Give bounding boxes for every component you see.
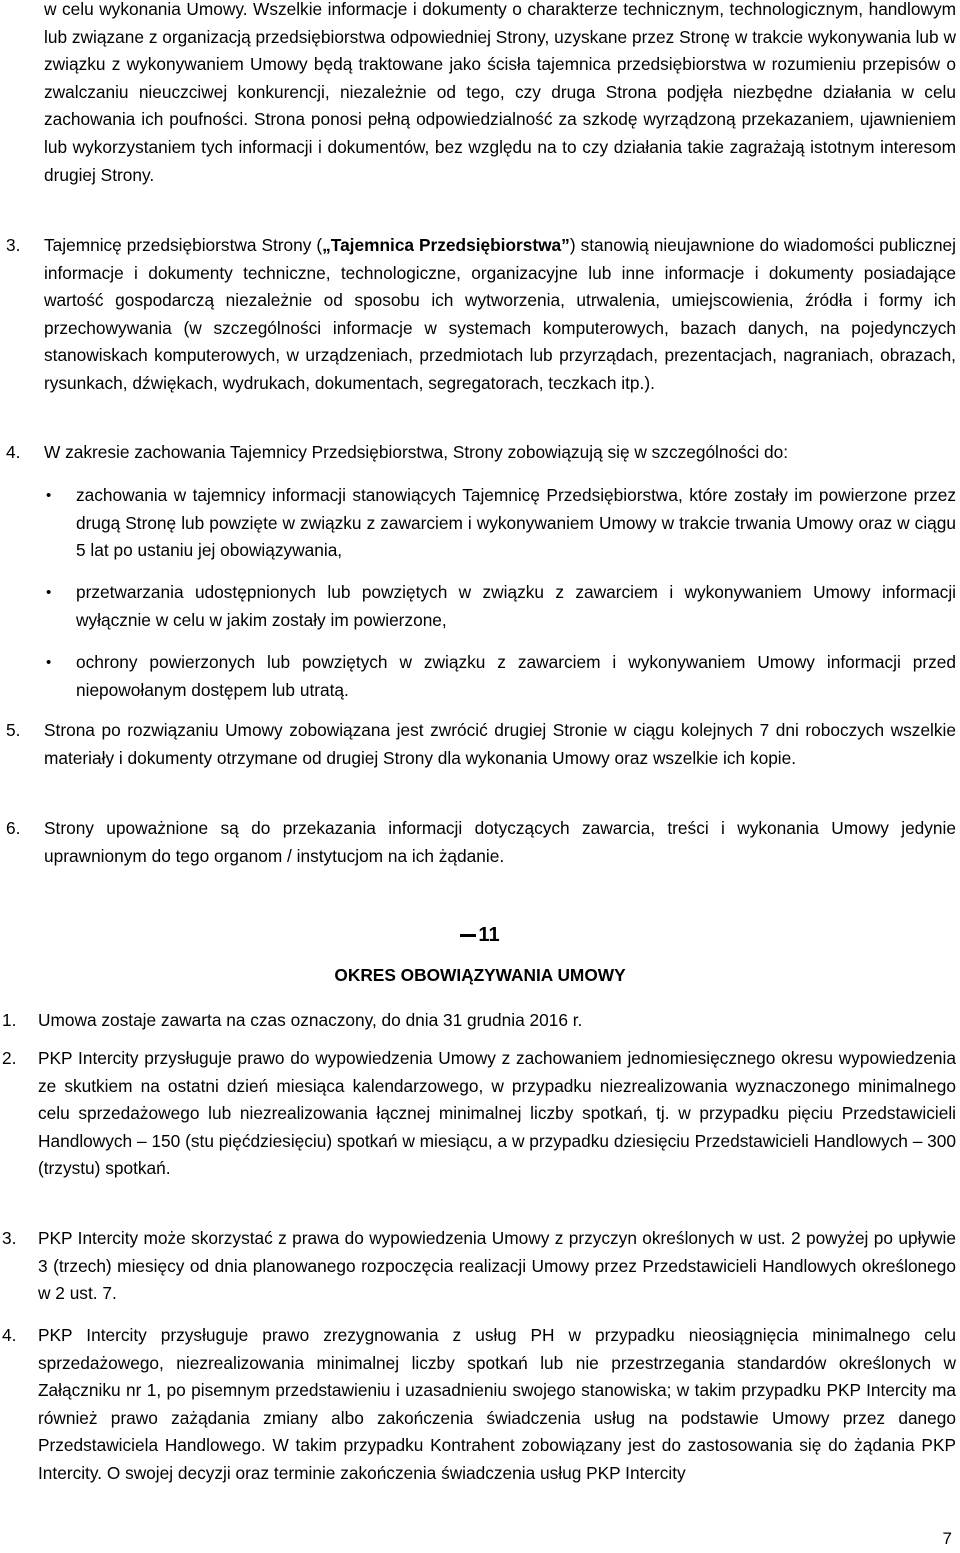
section-item-1 [0, 1007, 960, 1035]
item-number: 3. [6, 235, 21, 255]
item-number: 4. [6, 442, 21, 462]
item-text: Strony upoważnione są do przekazania informacji dotyczących zawarcia, treści i wykonania Umowy jedynie uprawnionym do tego organom / instytucjom na ich żądanie. [44, 818, 956, 866]
item-text: PKP Intercity może skorzystać z prawa do wypowiedzenia Umowy z przyczyn określonych w ust. 2 powyżej po upływie 3 (trzech) miesięcy od dnia planowanego rozpoczęcia realizacji Umowy przez Przedstawicieli Handlowych określonego w 2 ust. 7. [38, 1228, 956, 1304]
item-text: PKP Intercity przysługuje prawo zrezygnowania z usług PH w przypadku nieosiągnięcia minimalnego celu sprzedażowego, niezrealizowania minimalnej liczby spotkań lub nie przestrzegania standardów określonych w Załączniku nr 1, po pisemnym przedstawieniu i uzasadnieniu swojego stanowiska; w takim przypadku PKP Intercity ma również prawo zażądania zmiany albo zakończenia świadczenia usług na podstawie Umowy przez danego Przedstawiciela Handlowego. W takim przypadku Kontrahent zobowiązany jest do zastosowania się do żądania PKP Intercity. O swojej decyzji oraz terminie zakończenia świadczenia usług PKP Intercity [38, 1325, 956, 1483]
section-item-4 [0, 1322, 960, 1488]
list-item-3 [0, 232, 960, 398]
bullet-icon: • [46, 487, 52, 504]
list-item: • przetwarzania udostępnionych lub powziętych w związku z zawarciem i wykonywaniem Umowy informacji wyłącznie w celu w jakim zostały im powierzone, [0, 579, 956, 634]
item-number: 3. [2, 1228, 17, 1248]
bullet-icon: • [46, 654, 52, 671]
defined-term: „Tajemnica Przedsiębiorstwa” [322, 235, 570, 255]
item-text: Tajemnicę przedsiębiorstwa Strony („Tajemnica Przedsiębiorstwa”) stanowią nieujawnione do wiadomości publicznej informacje i dokumenty techniczne, technologiczne, organizacyjne lub inne informacje i dokumenty posiadające wartość gospodarczą niezależnie od sposobu ich wytworzenia, utrwalenia, umiejscowienia, źródła i formy ich przechowywania (w szczególności informacje w systemach komputerowych, bazach danych, na pojedynczych stanowiskach komputerowych, w urządzeniach, przedmiotach lub przyrządach, prezentacjach, nagraniach, obrazach, rysunkach, dźwiękach, wydrukach, dokumentach, segregatorach, teczkach itp.). [44, 235, 956, 393]
page-number: 7 [942, 1529, 952, 1548]
section-item-3 [0, 1225, 960, 1308]
item-number: 4. [2, 1325, 17, 1345]
item-text: Strona po rozwiązaniu Umowy zobowiązana jest zwrócić drugiej Stronie w ciągu kolejnych 7 dni roboczych wszelkie materiały i dokumenty otrzymane od drugiej Strony dla wykonania Umowy oraz wszelkie ich kopie. [44, 720, 956, 768]
section-number: 11 [0, 922, 960, 950]
item-text: PKP Intercity przysługuje prawo do wypowiedzenia Umowy z zachowaniem jednomiesięcznego okresu wypowiedzenia ze skutkiem na ostatni dzień miesiąca kalendarzowego, w przypadku niezrealizowania wyznaczonego minimalnego celu sprzedażowego lub niezrealizowania łącznej minimalnej liczby spotkań, tj. w przypadku pięciu Przedstawicieli Handlowych – 150 (stu pięćdziesięciu) spotkań w miesiącu, a w przypadku dziesięciu Przedstawicieli Handlowych – 300 (trzystu) spotkań. [38, 1048, 956, 1179]
item-text: W zakresie zachowania Tajemnicy Przedsiębiorstwa, Strony zobowiązują się w szczególności do: [44, 442, 789, 462]
list-item-4 [0, 439, 960, 467]
item-text: Umowa zostaje zawarta na czas oznaczony, do dnia 31 grudnia 2016 r. [38, 1010, 583, 1030]
section-title: OKRES OBOWIĄZYWANIA UMOWY [334, 965, 626, 985]
intro-paragraph: w celu wykonania Umowy. Wszelkie informacje i dokumenty o charakterze technicznym, technologicznym, handlowym lub związane z organizacją przedsiębiorstwa odpowiedniej Strony, uzyskane przez Stronę w trakcie wykonywania lub w związku z wykonywaniem Umowy będą traktowane jako ścisła tajemnica przedsiębiorstwa w rozumieniu przepisów o zwalczaniu nieuczciwej konkurencji, niezależnie od tego, czy druga Strona podjęła niezbędne działania w celu zachowania ich poufności. Strona ponosi pełną odpowiedzialność za szkodę wyrządzoną przekazaniem, ujawnieniem lub wykorzystaniem tych informacji i dokumentów, bez względu na to czy działania takie zagrażają istotnym interesom drugiej Strony. [44, 0, 956, 185]
item-number: 5. [6, 720, 21, 740]
section-sign-icon [460, 934, 476, 937]
list-item-6 [0, 815, 960, 870]
list-item: • zachowania w tajemnicy informacji stanowiących Tajemnicę Przedsiębiorstwa, które zostały im powierzone przez drugą Stronę lub powzięte w związku z zawarciem i wykonywaniem Umowy w trakcie trwania Umowy oraz w ciągu 5 lat po ustaniu jej obowiązywania, [0, 482, 956, 565]
list-item: • ochrony powierzonych lub powziętych w związku z zawarciem i wykonywaniem Umowy informacji przed niepowołanym dostępem lub utratą. [0, 649, 956, 704]
list-item-5 [0, 717, 960, 772]
item-number: 2. [2, 1048, 17, 1068]
item-number: 6. [6, 818, 21, 838]
section-item-2 [0, 1045, 960, 1183]
item-number: 1. [2, 1010, 17, 1030]
bullet-icon: • [46, 584, 52, 601]
